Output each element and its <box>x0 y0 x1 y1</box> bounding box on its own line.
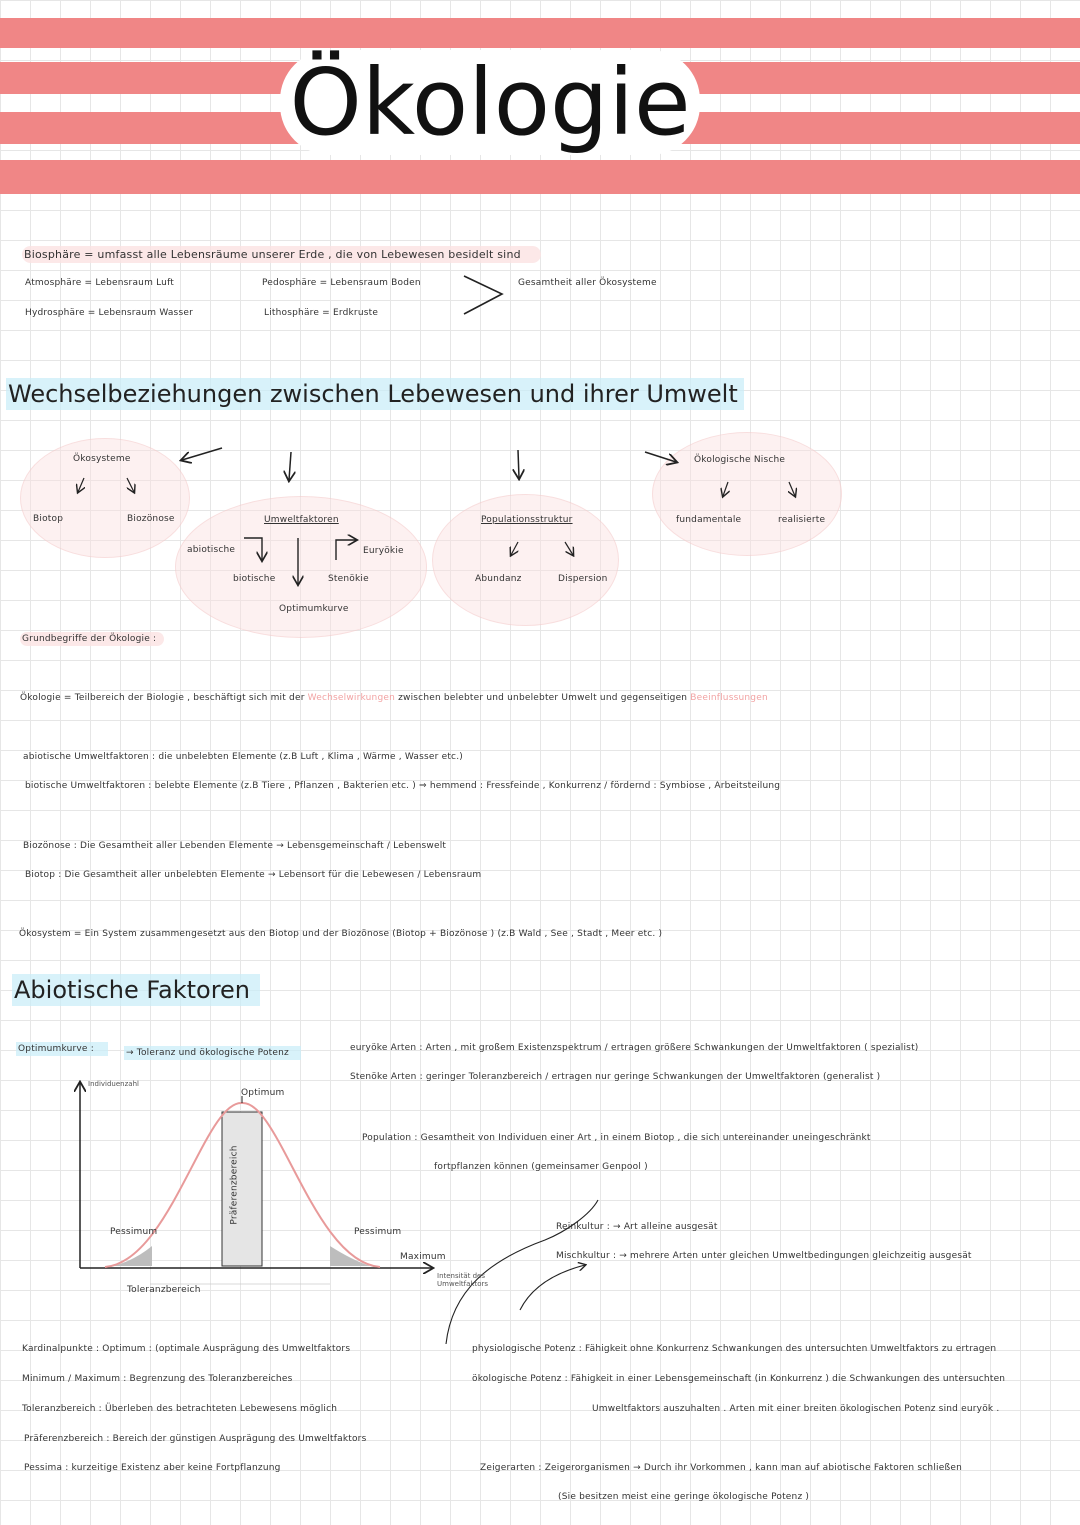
oekologische-potenz-definition-2: Umweltfaktors auszuhalten . Arten mit einer breiten ökologischen Potenz sind euryök . <box>592 1404 1000 1414</box>
optimumkurve-title: Optimumkurve : <box>16 1042 108 1056</box>
realisierte-label: realisierte <box>778 515 826 525</box>
minmax-definition: Minimum / Maximum : Begrenzung des Toleranzbereiches <box>22 1374 293 1384</box>
zeigerarten-definition-2: (Sie besitzen meist eine geringe ökologische Potenz ) <box>558 1492 810 1502</box>
oekologische-potenz-definition-1: ökologische Potenz : Fähigkeit in einer Lebensgemeinschaft (in Konkurrenz ) die Schwankungen des untersuchten <box>472 1374 1006 1384</box>
grundbegriffe-label: Grundbegriffe der Ökologie : <box>20 632 164 646</box>
toleranz-label: → Toleranz und ökologische Potenz <box>124 1046 301 1060</box>
lithosphaere-line: Lithosphäre = Erdkruste <box>264 308 379 318</box>
graph-optimum-label: Optimum <box>241 1088 285 1098</box>
biosphaere-line: Biosphäre = umfasst alle Lebensräume unserer Erde , die von Lebewesen besidelt sind <box>22 246 541 263</box>
euryoek-definition: euryöke Arten : Arten , mit großem Existenzspektrum / ertragen größere Schwankungen der Umweltfaktoren ( spezialist) <box>350 1043 919 1053</box>
graph-xlabel: Intensität des Umweltfaktors <box>437 1272 489 1288</box>
biotop-definition: Biotop : Die Gesamtheit aller unbelebten Elemente → Lebensort für die Lebewesen / Lebensraum <box>25 870 482 880</box>
oekologie-pink-1: Wechselwirkungen <box>307 693 396 703</box>
section-heading-wechselbeziehungen: Wechselbeziehungen zwischen Lebewesen und ihrer Umwelt <box>6 378 744 410</box>
page-title: Ökologie <box>289 49 691 156</box>
populationsstruktur-label: Populationsstruktur <box>481 515 573 525</box>
reinkultur-definition: Reinkultur : → Art alleine ausgesät <box>556 1222 718 1232</box>
hydrosphaere-line: Hydrosphäre = Lebensraum Wasser <box>25 308 193 318</box>
oekologie-pink-2: Beeinflussungen <box>690 693 768 703</box>
oekologie-text-b: zwischen belebter und unbelebter Umwelt und gegenseitigen <box>398 693 688 703</box>
umweltfaktoren-label: Umweltfaktoren <box>264 515 339 525</box>
abundanz-label: Abundanz <box>475 574 522 584</box>
graph-pessimum-right: Pessimum <box>354 1227 402 1237</box>
graph-praeferenz-label: Präferenzbereich <box>229 1145 240 1225</box>
stenoek-definition: Stenöke Arten : geringer Toleranzbereich / ertragen nur geringe Schwankungen der Umweltfaktoren (generalist ) <box>350 1072 881 1082</box>
euryoekie-label: Euryökie <box>363 546 404 556</box>
abiotische-umweltfaktoren: abiotische Umweltfaktoren : die unbelebten Elemente (z.B Luft , Klima , Wärme , Wasser etc.) <box>23 752 463 762</box>
stenoekie-label: Stenökie <box>328 574 369 584</box>
toleranzbereich-definition: Toleranzbereich : Überleben des betrachteten Lebewesens möglich <box>22 1404 338 1414</box>
kardinalpunkte-definition: Kardinalpunkte : Optimum : (optimale Ausprägung des Umweltfaktors <box>22 1344 351 1354</box>
pessima-definition: Pessima : kurzeitige Existenz aber keine Fortpflanzung <box>24 1463 281 1473</box>
pedosphaere-line: Pedosphäre = Lebensraum Boden <box>262 278 421 288</box>
biozoenose-label: Biozönose <box>127 514 175 524</box>
biotische-umweltfaktoren: biotische Umweltfaktoren : belebte Elemente (z.B Tiere , Pflanzen , Bakterien etc. ) ⇒ hemmend : Fressfeinde , Konkurrenz / fördernd : Symbiose , Arbeitsteilung <box>25 781 781 791</box>
dispersion-label: Dispersion <box>558 574 608 584</box>
biozoenose-definition: Biozönose : Die Gesamtheit aller Lebenden Elemente → Lebensgemeinschaft / Lebenswelt <box>23 841 447 851</box>
oekosysteme-label: Ökosysteme <box>73 454 131 464</box>
abiotische-label: abiotische <box>187 545 236 555</box>
gesamtheit-label: Gesamtheit aller Ökosysteme <box>518 278 657 288</box>
praeferenzbereich-definition: Präferenzbereich : Bereich der günstigen Ausprägung des Umweltfaktors <box>24 1434 367 1444</box>
optimumkurve-label: Optimumkurve <box>279 604 349 614</box>
graph-ylabel: Individuenzahl <box>88 1080 139 1088</box>
praeferenz-band <box>222 1112 262 1266</box>
graph-toleranzbereich-label: Toleranzbereich <box>127 1285 201 1295</box>
mischkultur-definition: Mischkultur : → mehrere Arten unter gleichen Umweltbedingungen gleichzeitig ausgesät <box>556 1251 972 1261</box>
population-definition-2: fortpflanzen können (gemeinsamer Genpool ) <box>434 1162 648 1172</box>
graph-maximum-label: Maximum <box>400 1252 446 1262</box>
fundamentale-label: fundamentale <box>676 515 742 525</box>
atmosphaere-line: Atmosphäre = Lebensraum Luft <box>25 278 175 288</box>
graph-pessimum-left: Pessimum <box>110 1227 158 1237</box>
physiologische-potenz-definition: physiologische Potenz : Fähigkeit ohne Konkurrenz Schwankungen des untersuchten Umweltfaktors zu ertragen <box>472 1344 997 1354</box>
biotische-label: biotische <box>233 574 276 584</box>
zeigerarten-definition-1: Zeigerarten : Zeigerorganismen → Durch ihr Vorkommen , kann man auf abiotische Faktoren schließen <box>480 1463 962 1473</box>
population-definition-1: Population : Gesamtheit von Individuen einer Art , in einem Biotop , die sich untereinander uneingeschränkt <box>362 1133 871 1143</box>
biotop-label: Biotop <box>33 514 64 524</box>
section-heading-abiotische-faktoren: Abiotische Faktoren <box>12 974 260 1006</box>
nische-label: Ökologische Nische <box>694 455 786 465</box>
oekosystem-definition: Ökosystem = Ein System zusammengesetzt aus den Biotop und der Biozönose (Biotop + Biozönose ) (z.B Wald , See , Stadt , Meer etc. ) <box>19 929 663 939</box>
oekologie-text-a: Ökologie = Teilbereich der Biologie , beschäftigt sich mit der <box>20 693 305 703</box>
